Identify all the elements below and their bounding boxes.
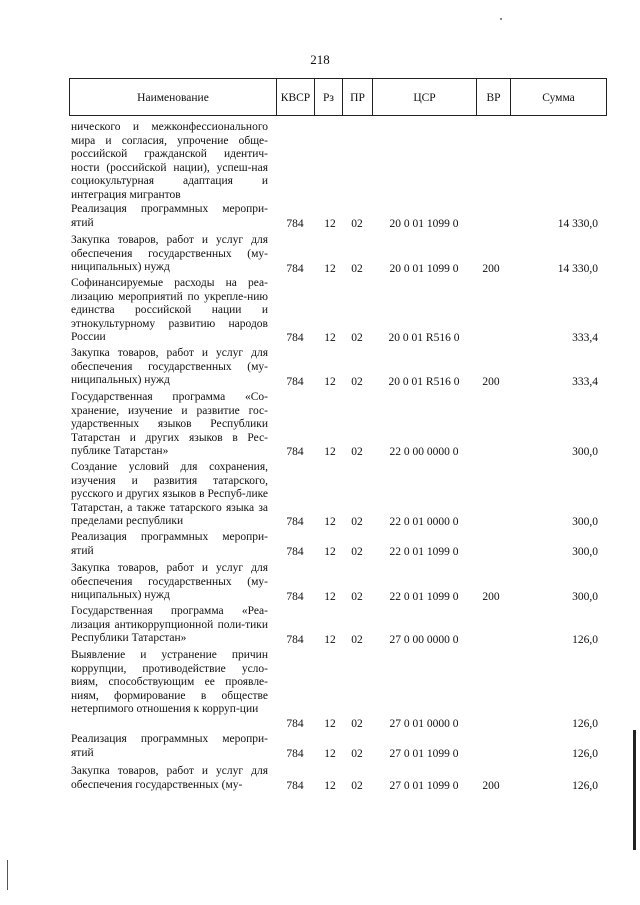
row-kvsr: 784 [286, 331, 304, 344]
row-name: Софинансируемые расходы на реа-лизацию мероприятий по укрепле-нию единства российской нации и этнокультурному развитию народов России [71, 277, 268, 343]
row-kvsr: 784 [286, 590, 304, 603]
row-rz: 12 [324, 515, 336, 528]
row-rz: 12 [324, 445, 336, 458]
row-csr: 20 0 01 R516 0 [388, 375, 460, 388]
row-rz: 12 [324, 779, 336, 792]
header-name: Наименование [137, 92, 209, 104]
row-name: Государственная программа «Реа-лизация антикоррупционной поли-тики Республики Татарстан» [71, 605, 268, 644]
row-pr: 02 [351, 545, 363, 558]
row-rz: 12 [324, 375, 336, 388]
row-pr: 02 [351, 331, 363, 344]
table-row [0, 121, 640, 201]
row-name: Выявление и устранение причин коррупции, противодействие усло-виям, способствующим ее проявле-ниям, формирование в обществе нетерпимого отношения к корруп-ции [71, 649, 268, 715]
table-row [0, 234, 640, 276]
row-pr: 02 [351, 779, 363, 792]
row-sum: 333,4 [572, 331, 598, 344]
row-name: Создание условий для сохранения, изучения и развития татарского, русского и других языков в Респуб-лике Татарстан, а также татарского языка за пределами республики [71, 461, 268, 527]
row-csr: 27 0 00 0000 0 [389, 633, 459, 646]
row-kvsr: 784 [286, 262, 304, 275]
page-number: 218 [310, 52, 330, 67]
row-csr: 22 0 01 0000 0 [389, 515, 459, 528]
row-rz: 12 [324, 633, 336, 646]
row-csr: 20 0 01 1099 0 [389, 217, 459, 230]
row-rz: 12 [324, 717, 336, 730]
header-csr: ЦСР [372, 79, 476, 115]
row-kvsr: 784 [286, 375, 304, 388]
row-rz: 12 [324, 217, 336, 230]
row-kvsr: 784 [286, 747, 304, 760]
header-pr: ПР [342, 79, 372, 115]
row-pr: 02 [351, 515, 363, 528]
row-csr: 27 0 01 0000 0 [389, 717, 459, 730]
row-name: Закупка товаров, работ и услуг для обеспечения государственных (му- [71, 765, 268, 791]
row-rz: 12 [324, 590, 336, 603]
row-name: Реализация программных меропри-ятий [71, 531, 268, 557]
table-row [0, 531, 640, 559]
row-sum: 126,0 [572, 717, 598, 730]
row-rz: 12 [324, 262, 336, 275]
row-kvsr: 784 [286, 779, 304, 792]
row-sum: 300,0 [572, 590, 598, 603]
table-header [69, 78, 607, 116]
row-sum: 126,0 [572, 747, 598, 760]
row-pr: 02 [351, 375, 363, 388]
table-row [0, 391, 640, 459]
row-rz: 12 [324, 331, 336, 344]
row-csr: 22 0 01 1099 0 [389, 590, 459, 603]
scan-margin-line [633, 730, 636, 850]
row-vr: 200 [482, 375, 500, 388]
table-row [0, 347, 640, 389]
table-row [0, 277, 640, 345]
row-csr: 22 0 00 0000 0 [389, 445, 459, 458]
row-kvsr: 784 [286, 445, 304, 458]
header-sum: Сумма [510, 79, 606, 115]
row-name: нического и межконфессионального мира и согласия, упрочение обще-российской гражданской идентич-ности (российской нации), успеш-ная социокультурная адаптация и интеграция мигрантов [71, 121, 268, 201]
table-row [0, 562, 640, 604]
row-name: Реализация программных меропри-ятий [71, 203, 268, 229]
table-row [0, 765, 640, 793]
row-name: Государственная программа «Со-хранение, изучение и развитие гос-ударственных языков Республики Татарстан и других языков в Рес-публике Татарстан» [71, 391, 268, 457]
row-pr: 02 [351, 445, 363, 458]
row-csr: 27 0 01 1099 0 [389, 779, 459, 792]
row-pr: 02 [351, 717, 363, 730]
scan-margin-mark [7, 860, 8, 890]
row-rz: 12 [324, 545, 336, 558]
table-row [0, 461, 640, 529]
row-vr: 200 [482, 262, 500, 275]
table-row [0, 649, 640, 731]
row-sum: 300,0 [572, 545, 598, 558]
row-kvsr: 784 [286, 217, 304, 230]
row-name: Закупка товаров, работ и услуг для обеспечения государственных (му-ниципальных) нужд [71, 347, 268, 386]
row-kvsr: 784 [286, 717, 304, 730]
header-rz: Рз [314, 79, 342, 115]
row-csr: 27 0 01 1099 0 [389, 747, 459, 760]
row-sum: 126,0 [572, 633, 598, 646]
row-sum: 14 330,0 [557, 217, 598, 230]
row-vr: 200 [482, 590, 500, 603]
row-kvsr: 784 [286, 633, 304, 646]
scan-speck [500, 18, 502, 20]
row-kvsr: 784 [286, 515, 304, 528]
row-pr: 02 [351, 747, 363, 760]
row-sum: 333,4 [572, 375, 598, 388]
row-sum: 300,0 [572, 515, 598, 528]
table-row [0, 605, 640, 647]
row-pr: 02 [351, 590, 363, 603]
row-pr: 02 [351, 633, 363, 646]
header-vr: ВР [476, 79, 510, 115]
row-pr: 02 [351, 217, 363, 230]
row-csr: 20 0 01 R516 0 [388, 331, 460, 344]
row-vr: 200 [482, 779, 500, 792]
row-name: Реализация программных меропри-ятий [71, 733, 268, 759]
table-row [0, 733, 640, 761]
row-csr: 20 0 01 1099 0 [389, 262, 459, 275]
row-sum: 126,0 [572, 779, 598, 792]
row-sum: 14 330,0 [557, 262, 598, 275]
row-kvsr: 784 [286, 545, 304, 558]
row-rz: 12 [324, 747, 336, 760]
row-pr: 02 [351, 262, 363, 275]
row-name: Закупка товаров, работ и услуг для обеспечения государственных (му-ниципальных) нужд [71, 234, 268, 273]
header-kvsr: КВСР [276, 79, 314, 115]
row-csr: 22 0 01 1099 0 [389, 545, 459, 558]
row-sum: 300,0 [572, 445, 598, 458]
row-name: Закупка товаров, работ и услуг для обеспечения государственных (му-ниципальных) нужд [71, 562, 268, 601]
table-row [0, 203, 640, 231]
